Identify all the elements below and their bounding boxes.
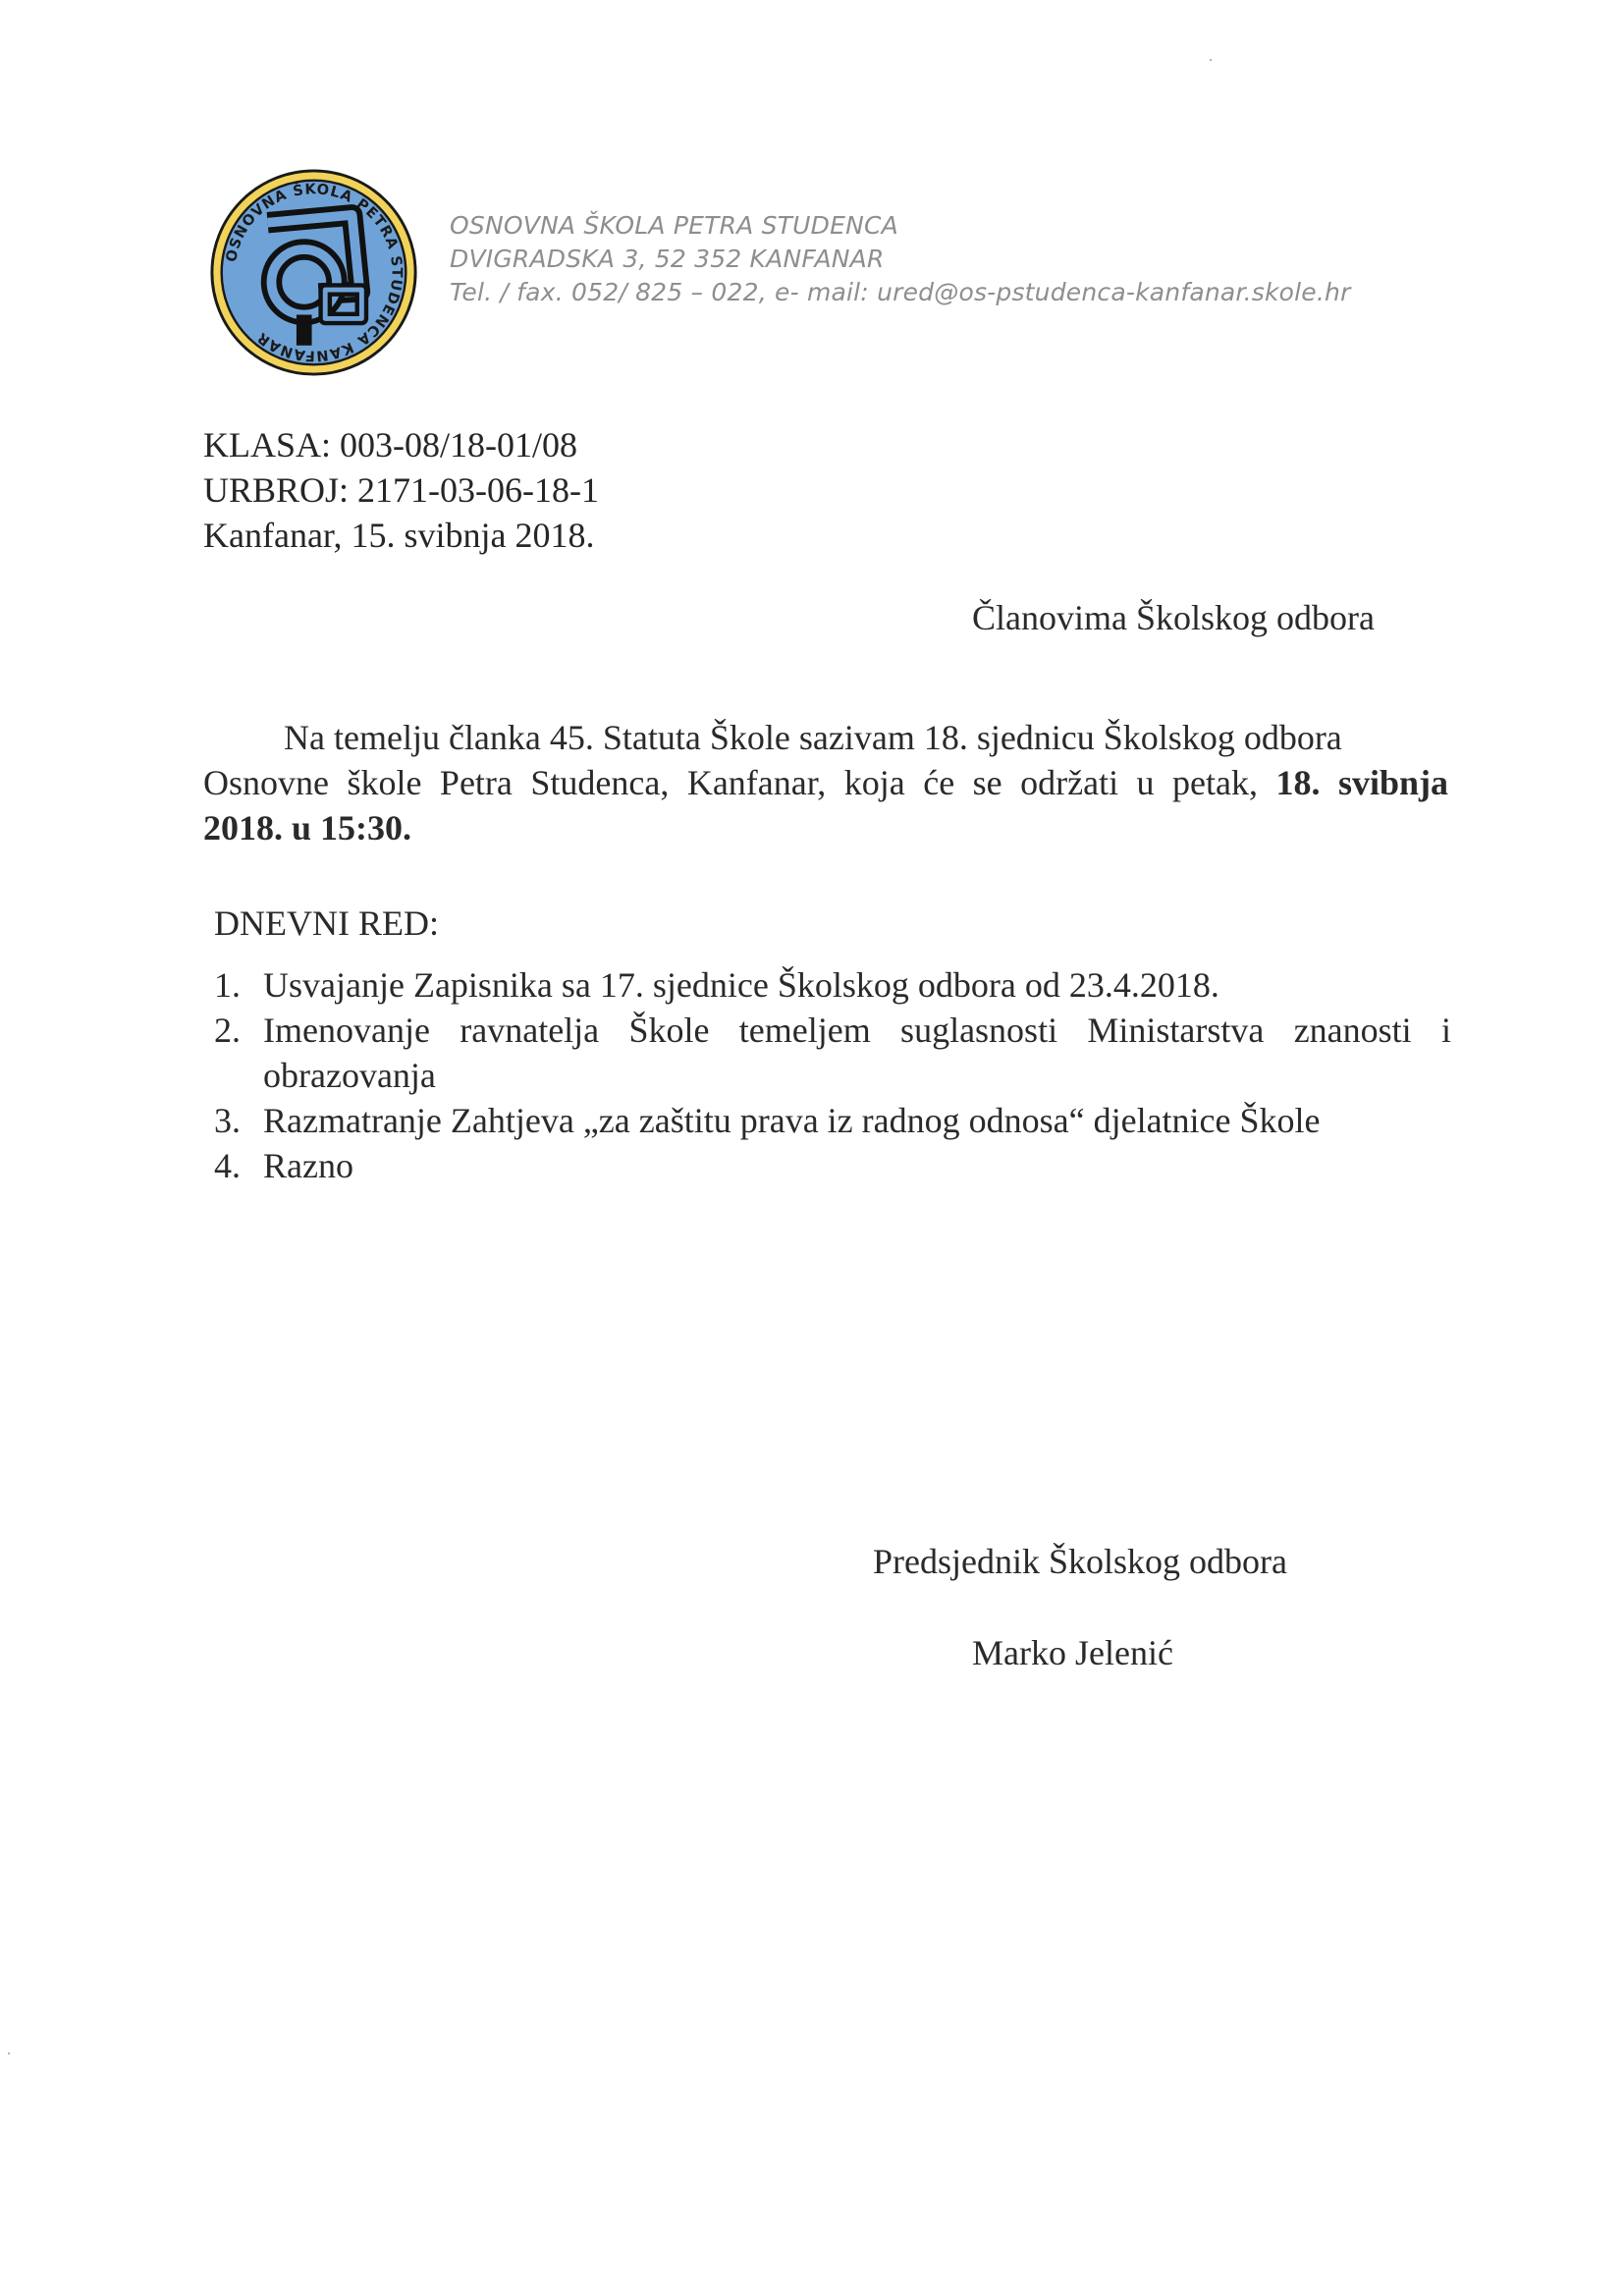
school-contact: Tel. / fax. 052/ 825 – 022, e- mail: ured@os-pstudenca-kanfanar.skole.hr (450, 278, 1351, 306)
meeting-date: 18. svibnja (1275, 763, 1449, 802)
meeting-time: 2018. u 15:30. (203, 808, 412, 847)
agenda-item (214, 962, 1451, 1008)
agenda-item-text (263, 1008, 1451, 1098)
urbroj: URBROJ: 2171-03-06-18-1 (203, 470, 599, 510)
logo-ring-text: OSNOVNA ŠKOLA PETRA STUDENCA KANFANAR (222, 181, 406, 364)
agenda-item-text: Usvajanje Zapisnika sa 17. sjednice Školskog odbora od 23.4.2018. (263, 965, 1219, 1005)
agenda-item-text: Razmatranje Zahtjeva „za zaštitu prava iz radnog odnosa“ djelatnice Škole (263, 1101, 1321, 1140)
agenda-item-text-line-1: Imenovanje ravnatelja Škole temeljem suglasnosti Ministarstva znanosti i (263, 1011, 1451, 1050)
scan-speck (8, 2052, 10, 2054)
agenda-title: DNEVNI RED: (214, 903, 439, 943)
recipient: Članovima Školskog odbora (972, 598, 1375, 637)
signature-name: Marko Jelenić (972, 1633, 1173, 1672)
agenda-item-number: 1. (214, 965, 241, 1005)
body-line-2 (203, 760, 1448, 805)
agenda-item (214, 1143, 1451, 1188)
klasa: KLASA: 003-08/18-01/08 (203, 425, 577, 465)
agenda-list (214, 962, 1451, 1188)
agenda-item-text: Razno (263, 1146, 353, 1185)
place-date: Kanfanar, 15. svibnja 2018. (203, 516, 595, 555)
school-logo (208, 167, 419, 378)
agenda-item (214, 1008, 1451, 1098)
agenda-item-text-line-2: obrazovanja (263, 1056, 436, 1095)
body-paragraph (203, 715, 1448, 850)
body-line-2-text: Osnovne škole Petra Studenca, Kanfanar, koja će se održati u petak, (203, 763, 1258, 802)
agenda-item-number: 4. (214, 1146, 241, 1185)
scan-speck (1210, 59, 1212, 61)
agenda-item-number: 3. (214, 1101, 241, 1140)
school-address: DVIGRADSKA 3, 52 352 KANFANAR (450, 245, 885, 273)
letterhead (450, 209, 1351, 309)
agenda-item (214, 1098, 1451, 1143)
signature-title: Predsjednik Školskog odbora (873, 1542, 1287, 1581)
body-line-1: Na temelju članka 45. Statuta Škole sazivam 18. sjednicu Školskog odbora (284, 718, 1342, 757)
school-name: OSNOVNA ŠKOLA PETRA STUDENCA (450, 211, 898, 240)
reference-block (203, 422, 599, 558)
agenda-item-number: 2. (214, 1011, 241, 1050)
